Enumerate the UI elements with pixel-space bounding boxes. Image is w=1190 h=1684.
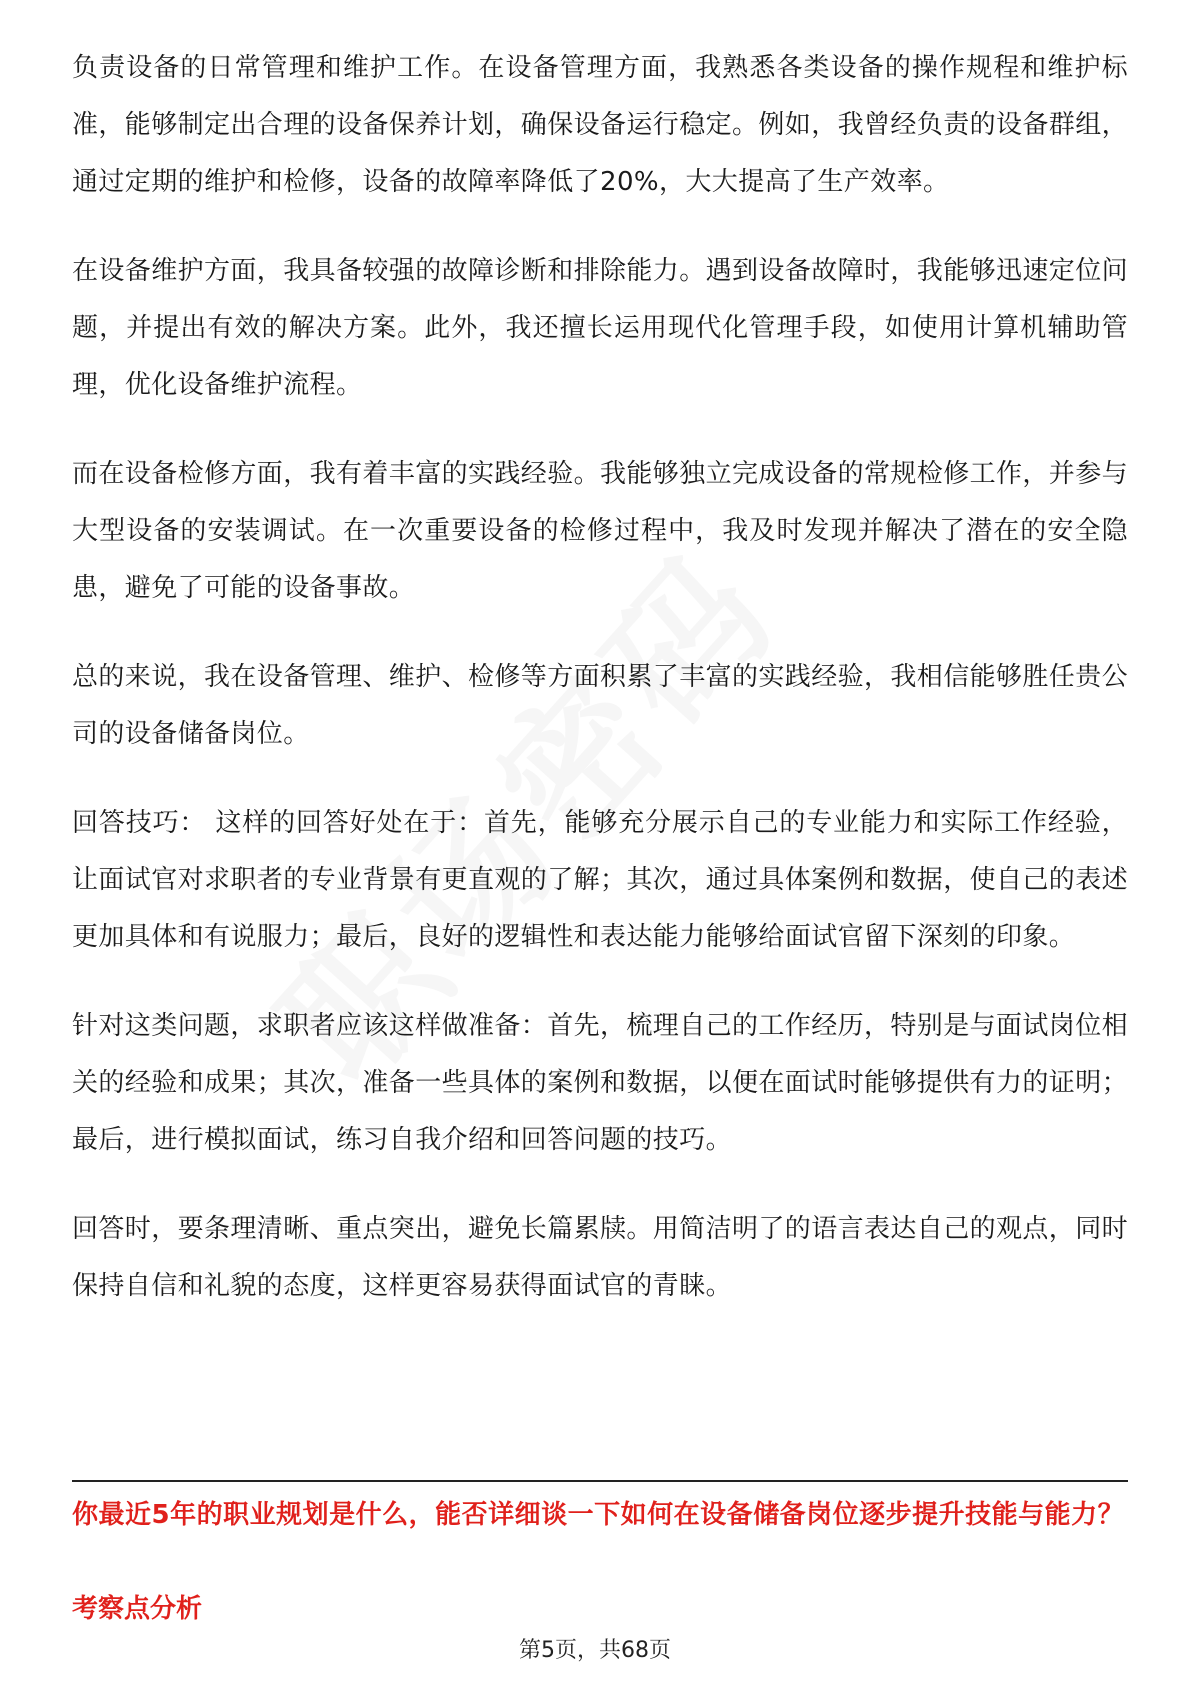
paragraph-inspection: 而在设备检修方面，我有着丰富的实践经验。我能够独立完成设备的常规检修工作，并参与大型设备的安装调试。在一次重要设备的检修过程中，我及时发现并解决了潜在的安全隐患，避免了可能的设备事故。 <box>72 459 1129 603</box>
paragraph-preparation: 针对这类问题，求职者应该这样做准备：首先，梳理自己的工作经历，特别是与面试岗位相关的经验和成果；其次，准备一些具体的案例和数据，以便在面试时能够提供有力的证明；最后，进行模拟面试，练习自我介绍和回答问题的技巧。 <box>72 1011 1129 1155</box>
paragraph-answer-style: 回答时，要条理清晰、重点突出，避免长篇累牍。用简洁明了的语言表达自己的观点，同时保持自信和礼貌的态度，这样更容易获得面试官的青睐。 <box>72 1214 1129 1301</box>
next-question-heading: 你最近5年的职业规划是什么，能否详细谈一下如何在设备储备岗位逐步提升技能与能力？ <box>72 1500 1125 1530</box>
page-number: 第5页，共68页 <box>519 1638 671 1663</box>
document-body <box>72 40 1128 1347</box>
paragraph-answer-tips: 回答技巧： 这样的回答好处在于：首先，能够充分展示自己的专业能力和实际工作经验，让面试官对求职者的专业背景有更直观的了解；其次，通过具体案例和数据，使自己的表述更加具体和有说服力；最后，良好的逻辑性和表达能力能够给面试官留下深刻的印象。 <box>72 808 1129 952</box>
paragraph-conclusion: 总的来说，我在设备管理、维护、检修等方面积累了丰富的实践经验，我相信能够胜任贵公司的设备储备岗位。 <box>72 662 1129 749</box>
paragraph-experience-summary: 负责设备的日常管理和维护工作。在设备管理方面，我熟悉各类设备的操作规程和维护标准，能够制定出合理的设备保养计划，确保设备运行稳定。例如，我曾经负责的设备群组，通过定期的维护和检修，设备的故障率降低了20%，大大提高了生产效率。 <box>72 53 1129 197</box>
analysis-heading: 考察点分析 <box>72 1594 203 1624</box>
paragraph-maintenance: 在设备维护方面，我具备较强的故障诊断和排除能力。遇到设备故障时，我能够迅速定位问题，并提出有效的解决方案。此外，我还擅长运用现代化管理手段，如使用计算机辅助管理，优化设备维护流程。 <box>72 256 1129 400</box>
section-divider <box>72 1480 1128 1482</box>
